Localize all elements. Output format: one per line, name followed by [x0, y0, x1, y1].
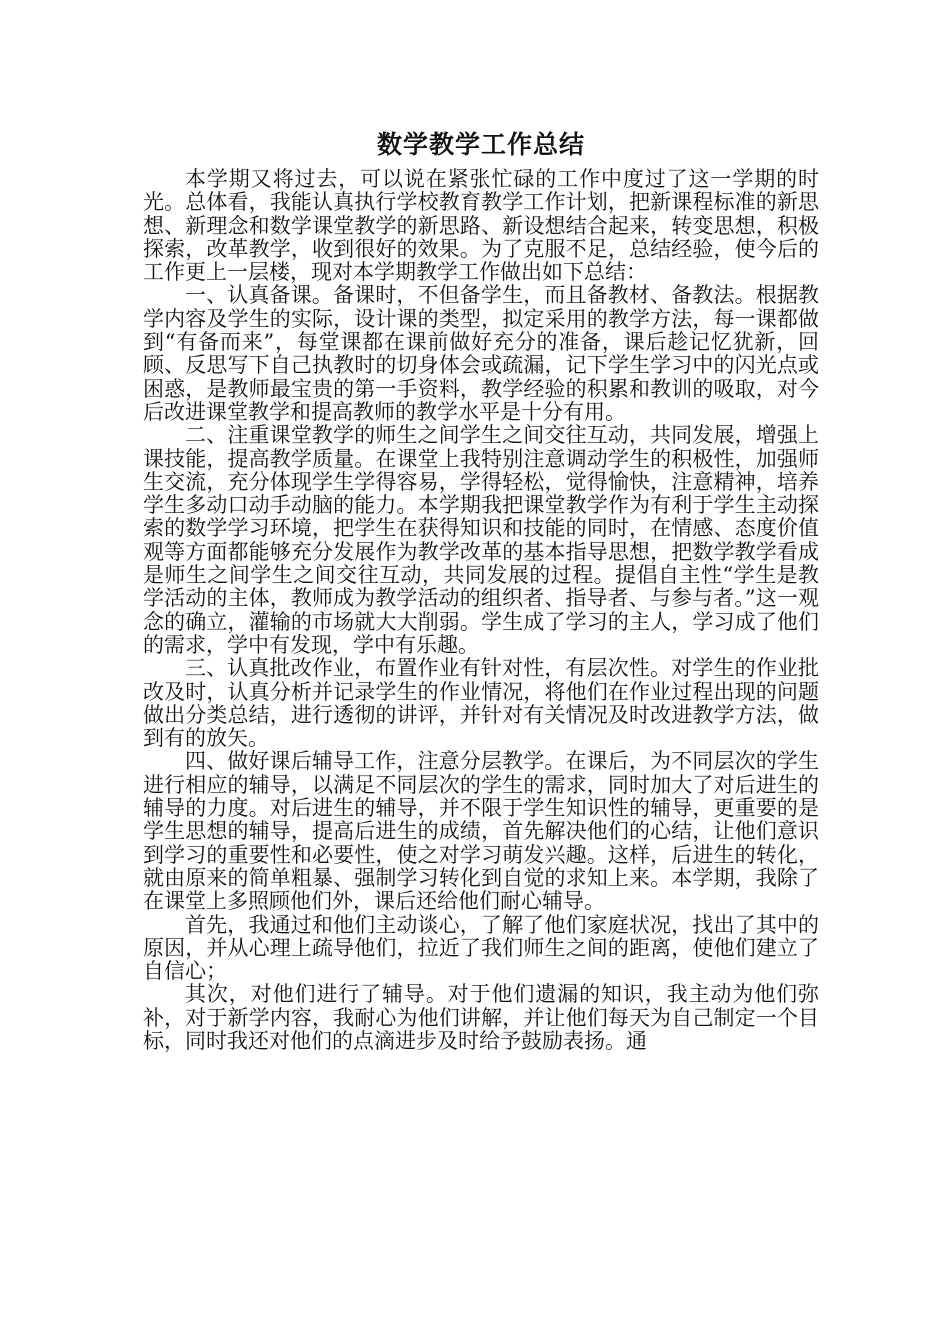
paragraph-first: 首先，我通过和他们主动谈心，了解了他们家庭状况，找出了其中的原因，并从心理上疏导他们，拉近了我们师生之间的距离，使他们建立了自信心； [143, 912, 819, 984]
document-page [143, 128, 819, 1053]
paragraph-section-2: 二、注重课堂教学的师生之间学生之间交往互动，共同发展，增强上课技能，提高教学质量。在课堂上我特别注意调动学生的积极性，加强师生交流，充分体现学生学得容易，学得轻松，觉得愉快，注意精神，培养学生多动口动手动脑的能力。本学期我把课堂教学作为有利于学生主动探索的数学学习环境，把学生在获得知识和技能的同时，在情感、态度价值观等方面都能够充分发展作为教学改革的基本指导思想，把数学教学看成是师生之间学生之间交往互动，共同发展的过程。提倡自主性“学生是教学活动的主体，教师成为教学活动的组织者、指导者、与参与者。”这一观念的确立，灌输的市场就大大削弱。学生成了学习的主人，学习成了他们的需求，学中有发现，学中有乐趣。 [143, 423, 819, 657]
paragraph-section-1: 一、认真备课。备课时，不但备学生，而且备教材、备教法。根据教学内容及学生的实际，设计课的类型，拟定采用的教学方法，每一课都做到“有备而来”，每堂课都在课前做好充分的准备，课后趁记忆犹新，回顾、反思写下自己执教时的切身体会或疏漏，记下学生学习中的闪光点或困惑，是教师最宝贵的第一手资料，教学经验的积累和教训的吸取，对今后改进课堂教学和提高教师的教学水平是十分有用。 [143, 283, 819, 424]
document-title: 数学教学工作总结 [376, 130, 585, 159]
paragraph-intro: 本学期又将过去，可以说在紧张忙碌的工作中度过了这一学期的时光。总体看，我能认真执行学校教育教学工作计划，把新课程标准的新思想、新理念和数学课堂教学的新思路、新设想结合起来，转变思想，积极探索，改革教学，收到很好的效果。为了克服不足，总结经验，使今后的工作更上一层楼，现对本学期教学工作做出如下总结： [143, 167, 819, 285]
paragraph-section-3: 三、认真批改作业，布置作业有针对性，有层次性。对学生的作业批改及时，认真分析并记录学生的作业情况，将他们在作业过程出现的问题做出分类总结，进行透彻的讲评，并针对有关情况及时改进教学方法，做到有的放矢。 [143, 656, 819, 751]
paragraph-second: 其次，对他们进行了辅导。对于他们遗漏的知识，我主动为他们弥补，对于新学内容，我耐心为他们讲解，并让他们每天为自己制定一个目标，同时我还对他们的点滴进步及时给予鼓励表扬。通 [143, 982, 819, 1053]
paragraph-section-4: 四、做好课后辅导工作，注意分层教学。在课后，为不同层次的学生进行相应的辅导，以满足不同层次的学生的需求，同时加大了对后进生的辅导的力度。对后进生的辅导，并不限于学生知识性的辅导，更重要的是学生思想的辅导，提高后进生的成绩，首先解决他们的心结，让他们意识到学习的重要性和必要性，使之对学习萌发兴趣。这样，后进生的转化，就由原来的简单粗暴、强制学习转化到自觉的求知上来。本学期，我除了在课堂上多照顾他们外，课后还给他们耐心辅导。 [143, 749, 819, 914]
